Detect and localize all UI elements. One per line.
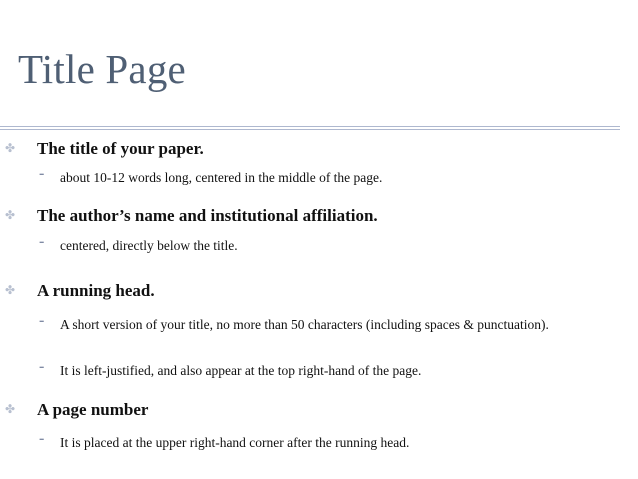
flower-bullet-icon: ✤ <box>5 402 16 416</box>
sub-bullet-text: centered, directly below the title. <box>60 238 238 253</box>
dash-bullet-icon: - <box>39 165 45 182</box>
flower-bullet-icon: ✤ <box>5 141 16 155</box>
sub-bullet-text: It is placed at the upper right-hand corner after the running head. <box>60 435 410 450</box>
bullet-text: A running head. <box>37 281 155 300</box>
dash-bullet-icon: - <box>39 233 45 250</box>
bullet-text: The author’s name and institutional affiliation. <box>37 206 378 225</box>
title-rule-bottom <box>0 129 620 130</box>
slide-title: Title Page <box>18 46 186 92</box>
flower-bullet-icon: ✤ <box>5 208 16 222</box>
dash-bullet-icon: - <box>39 312 45 329</box>
flower-bullet-icon: ✤ <box>5 283 16 297</box>
bullet-text: A page number <box>37 400 149 419</box>
dash-bullet-icon: - <box>39 430 45 447</box>
sub-bullet-text: It is left-justified, and also appear at the top right-hand of the page. <box>60 363 422 378</box>
dash-bullet-icon: - <box>39 358 45 375</box>
bullet-text: The title of your paper. <box>37 139 204 158</box>
title-rule-top <box>0 126 620 127</box>
sub-bullet-text: about 10-12 words long, centered in the middle of the page. <box>60 170 383 185</box>
sub-bullet-text: A short version of your title, no more than 50 characters (including spaces & punctuation). <box>60 317 549 332</box>
